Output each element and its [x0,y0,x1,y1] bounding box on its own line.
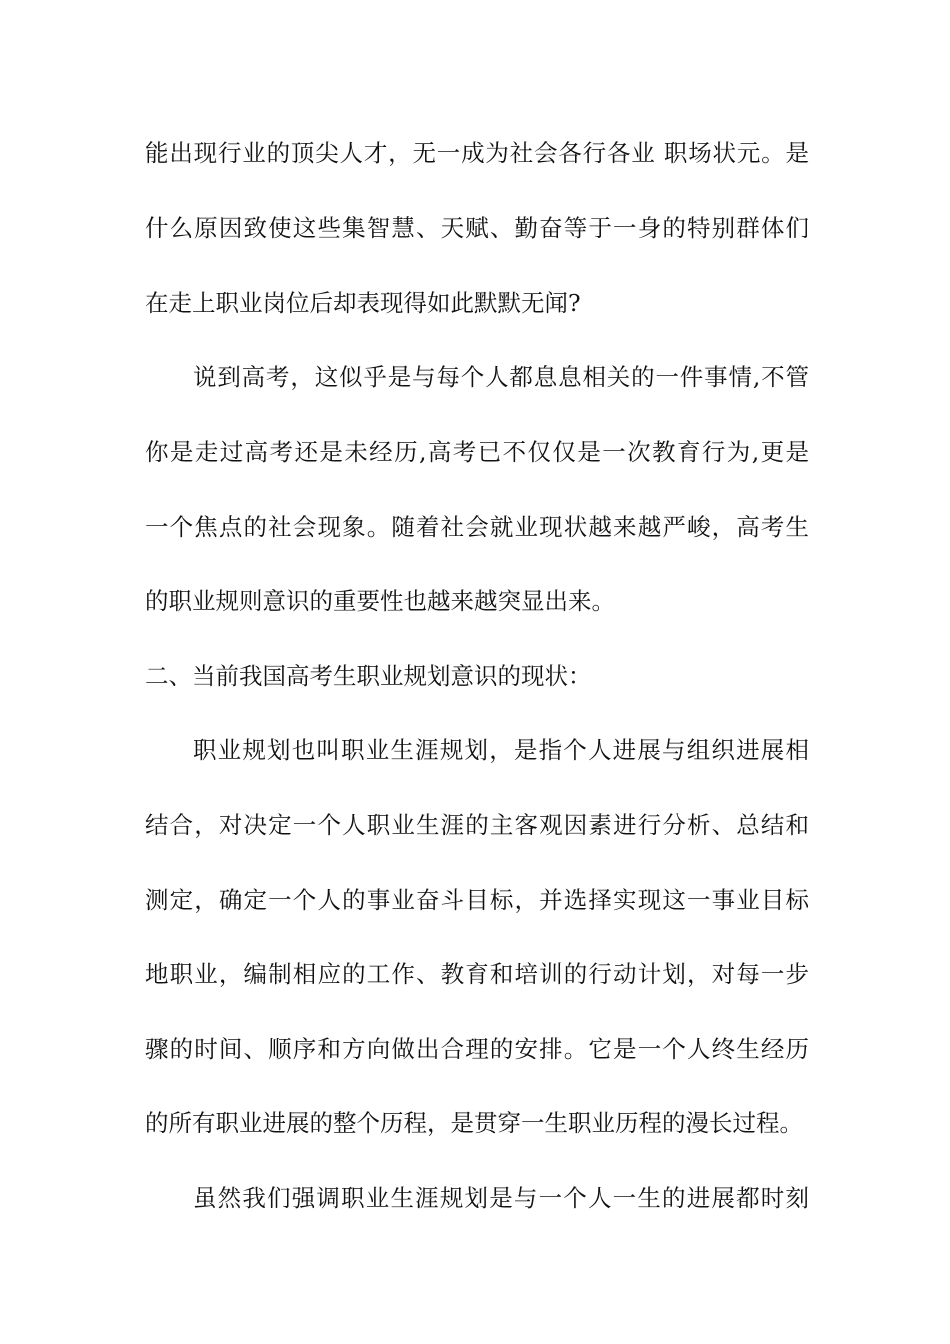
text-line: 骤的时间、顺序和方向做出合理的安排。它是一个人终生经历 [145,1035,809,1063]
section-heading: 二、当前我国高考生职业规划意识的现状： [145,662,592,690]
text-line: 职业规划也叫职业生涯规划，是指个人进展与组织进展相 [193,736,809,764]
text-line: 虽然我们强调职业生涯规划是与一个人一生的进展都时刻 [193,1184,809,1212]
text-line: 的所有职业进展的整个历程，是贯穿一生职业历程的漫长过程。 [145,1109,803,1137]
text-line: 的职业规则意识的重要性也越来越突显出来。 [145,587,615,615]
text-line: 你是走过高考还是未经历,高考已不仅仅是一次教育行为,更是 [145,438,809,466]
text-line: 测定，确定一个人的事业奋斗目标，并选择实现这一事业目标 [145,886,809,914]
text-line: 地职业，编制相应的工作、教育和培训的行动计划，对每一步 [145,960,809,988]
text-line: 在走上职业岗位后却表现得如此默默无闻? [145,289,581,317]
text-line: 说到高考，这似乎是与每个人都息息相关的一件事情,不管 [193,363,809,391]
text-line: 一个焦点的社会现象。随着社会就业现状越来越严峻，高考生 [145,513,809,541]
text-line: 结合，对决定一个人职业生涯的主客观因素进行分析、总结和 [145,811,809,839]
text-line: 能出现行业的顶尖人才，无一成为社会各行各业 职场状元。是 [145,139,809,167]
text-line: 什么原因致使这些集智慧、天赋、勤奋等于一身的特别群体们 [145,214,809,242]
